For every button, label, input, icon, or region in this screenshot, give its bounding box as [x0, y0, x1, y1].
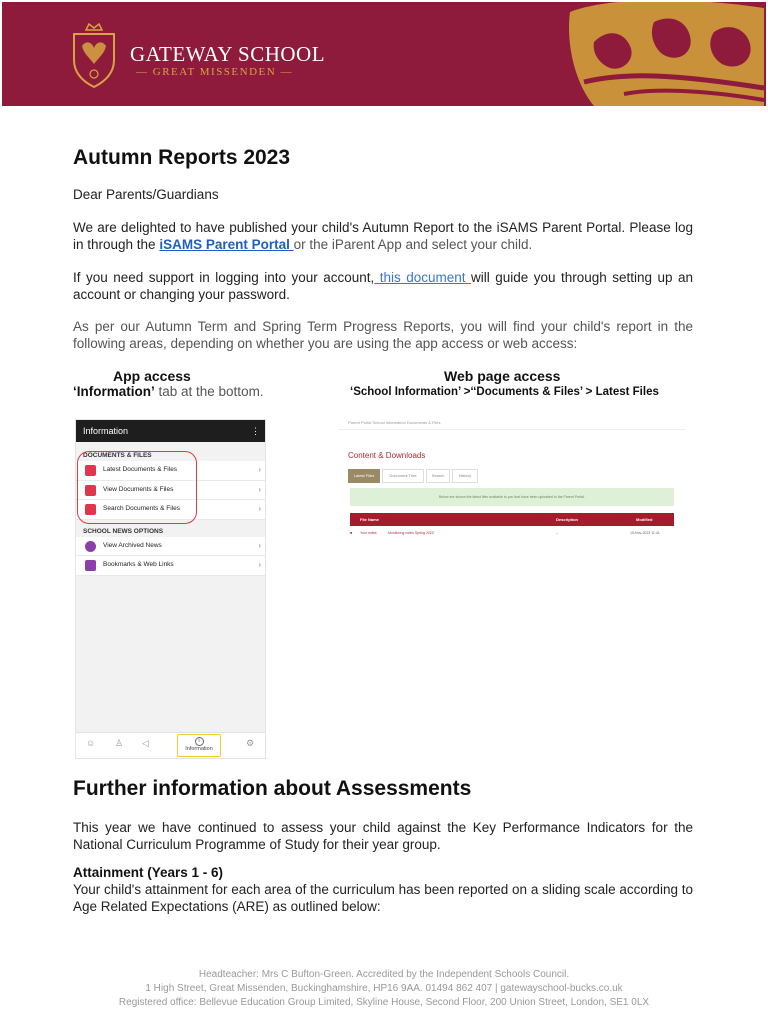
menu-item-bookmarks[interactable] [76, 556, 265, 576]
section-title-assessments: Further information about Assessments [73, 777, 472, 800]
support-paragraph [73, 270, 693, 303]
menu-item-label: View Archived News [103, 541, 162, 549]
web-screenshot [338, 417, 686, 545]
column-modified: Modified [636, 517, 653, 522]
support-text-a: If you need support in logging into your account, [73, 270, 375, 285]
support-text-b: will guide you through setting up an account or changing your password. [73, 270, 693, 302]
areas-paragraph: As per our Autumn Term and Spring Term Progress Reports, you will find your child's report in the following areas, depending on whether you are using the app access or web access: [73, 319, 693, 351]
menu-item-label: Search Documents & Files [103, 505, 180, 512]
lion-emblem-decoration [564, 2, 766, 106]
chevron-right-icon: › [258, 484, 261, 494]
web-access-heading: Web page access [444, 368, 561, 384]
highlight-circle [77, 451, 197, 524]
app-bar-title: Information [83, 426, 129, 436]
footer-headteacher: Headteacher: Mrs C Bufton-Green. Accredited by the Independent Schools Council. [198, 969, 570, 980]
table-row[interactable] [350, 528, 674, 538]
app-top-bar [76, 420, 265, 442]
link-icon [85, 560, 96, 571]
more-options-icon[interactable]: ⋮ [251, 426, 260, 436]
greeting: Dear Parents/Guardians [73, 187, 219, 202]
intro-paragraph [73, 220, 693, 253]
row-name[interactable]: Your notes [360, 531, 377, 535]
menu-item-label: View Documents & Files [103, 485, 174, 493]
row-description: – [556, 531, 558, 535]
assessment-paragraph: This year we have continued to assess your child against the Key Performance Indicators for the National Curriculum Programme of Study for their year group. [73, 820, 693, 852]
school-location: — GREAT MISSENDEN — [136, 66, 293, 78]
app-access-subtitle-rest: tab at the bottom. [154, 384, 264, 399]
information-tab[interactable] [177, 734, 221, 757]
chevron-right-icon: › [258, 504, 261, 513]
row-file[interactable]: Monitoring notes Spring 2023 [388, 531, 434, 535]
web-notice: Below are shown the latest files available to you that have been uploaded to the Parent Portal. [350, 488, 674, 506]
documents-section-header: DOCUMENTS & FILES [83, 452, 152, 459]
this-document-link[interactable]: this document [374, 270, 471, 285]
page-title: Autumn Reports 2023 [73, 146, 291, 169]
app-tab-bar [76, 732, 265, 758]
news-section-header: SCHOOL NEWS OPTIONS [83, 527, 164, 535]
profile-tab-icon[interactable]: ♙ [115, 738, 124, 748]
footer-address: 1 High Street, Great Missenden, Buckinghamshire, HP16 9AA. 01494 862 407 | gatewayschool-bucks.co.uk [145, 983, 623, 994]
row-modified: 15-Nov-2023 11:41 [630, 531, 660, 535]
chevron-right-icon: › [258, 560, 261, 569]
intro-text-a: We are delighted to have published your child's Autumn Report to the iSAMS Parent Portal. Please log in through the [73, 220, 693, 252]
column-description: Description [556, 517, 579, 522]
menu-item-archived-news[interactable] [76, 537, 265, 557]
menu-item-label: Latest Documents & Files [103, 466, 178, 473]
footer-registered-office: Registered office: Bellevue Education Group Limited, Skyline House, Second Floor, 200 Union Street, London, SE1 0LX [118, 997, 650, 1008]
intro-text-b: or the iParent App and select your child. [293, 236, 533, 252]
announcements-tab-icon[interactable]: ◁ [142, 738, 149, 748]
app-access-subtitle [73, 384, 264, 399]
chevron-right-icon: › [258, 540, 261, 550]
web-breadcrumb[interactable]: Parent Portal School Information Documents & Files [348, 420, 441, 425]
tab-document-tree[interactable]: Document Tree [382, 469, 424, 483]
information-tab-label: Information [185, 746, 213, 752]
web-table-header [350, 513, 674, 526]
header-banner [2, 2, 766, 106]
menu-item-label: Bookmarks & Web Links [103, 561, 174, 568]
file-icon: ■ [350, 531, 353, 535]
web-divider [338, 429, 686, 430]
column-file-name: File Name [360, 517, 379, 522]
school-crest-logo [68, 20, 120, 90]
app-access-heading: App access [113, 368, 191, 384]
information-tab-name: ‘Information’ [73, 384, 155, 399]
home-tab-icon[interactable]: ☺ [86, 738, 96, 748]
tab-history[interactable]: History [452, 469, 478, 483]
isams-portal-link[interactable]: iSAMS Parent Portal [159, 236, 294, 252]
school-name: GATEWAY SCHOOL [130, 42, 326, 66]
web-access-path: ‘School Information’ >‘‘Documents & Files’ > Latest Files [350, 386, 659, 398]
tab-search[interactable]: Search [426, 469, 450, 483]
clock-icon [85, 541, 96, 552]
info-icon: i [195, 737, 204, 746]
tab-latest-files[interactable]: Latest Files [348, 469, 380, 483]
settings-tab-icon[interactable]: ⚙ [246, 738, 255, 748]
chevron-right-icon: › [258, 465, 261, 474]
attainment-heading: Attainment (Years 1 - 6) [73, 865, 224, 880]
attainment-paragraph: Your child's attainment for each area of the curriculum has been reported on a sliding scale according to Age Related Expectations (ARE) as outlined below: [73, 882, 693, 914]
web-heading: Content & Downloads [348, 451, 426, 460]
